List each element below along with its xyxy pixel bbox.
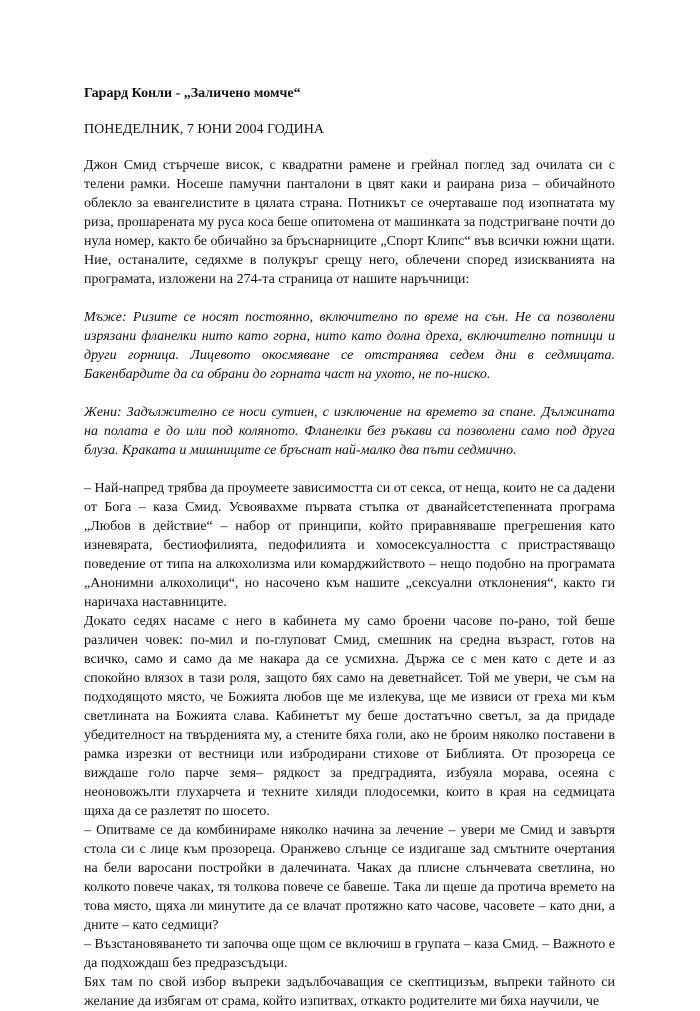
document-body [84, 156, 615, 1011]
paragraph: – Възстановяването ти започва още щом се включиш в групата – каза Смид. – Важното е да подхождаш без предразсъдъци. [84, 937, 615, 971]
paragraph: Джон Смид стърчеше висок, с квадратни рамене и грейнал поглед зад очилата си с телени рамки. Носеше памучни панталони в цвят каки и раирана риза – обичайното облекло за евангелистите в цялата страна. Потникът се очертаваше под изопнатата му риза, прошарената му руса коса беше опитомена от машинката за подстригване почти до нула номер, както бе обичайно за бръснарниците „Спорт Клипс“ във всички южни щати. Ние, останалите, седяхме в полукръг срещу него, облечени според изискванията на програмата, изложени на 274-та страница от нашите наръчници: [84, 158, 615, 287]
document-title: Гарард Конли - „Заличено момче“ [84, 86, 301, 101]
paragraph: Бях там по свой избор въпреки задълбочаващия се скептицизъм, въпреки тайното си желание да избягам от срама, който изпитвах, откакто родителите ми бяха научили, че [84, 975, 615, 1009]
paragraph: – Опитваме се да комбинираме няколко начина за лечение – увери ме Смид и завъртя стола си с лице към прозореца. Оранжево слънце се издигаше зад смътните очертания на бели варосани постройки в далечината. Чаках да плисне слънчевата светлина, но колкото повече чаках, тя толкова повече се бавеше. Така ли щеше да протича времето на това място, щяха ли минутите да се влачат протяжно като часове, часовете – като дни, а дните – като седмици? [84, 823, 615, 933]
women-rules-paragraph: Жени: Задължително се носи сутиен, с изключение на времето за спане. Дължината на полата е до или под коляното. Фланелки без ръкави са позволени само под друга блуза. Краката и мишниците се бръснат най-малко два пъти седмично. [84, 405, 615, 458]
paragraph: Докато седях насаме с него в кабинета му само броени часове по-рано, той беше различен човек: по-мил и по-глуповат Смид, смешник на средна възраст, готов на всичко, само и само да ме накара да се усмихна. Държа се с мен като с дете и аз спокойно влязох в тази роля, защото бях само на деветнайсет. Той ме увери, че съм на подходящото място, че Божията любов ще ме излекува, ще ме извиси от греха ми към светлината на Божията слава. Кабинетът му беше достатъчно светъл, за да придаде убедителност на твърденията му, а стените бяха голи, ако не броим няколко поставени в рамка изрезки от вестници или избродирани стихове от Библията. От прозореца се виждаше голо парче земя– рядкост за предградията, избуяла морава, осеяна с неоновожълти глухарчета и техните хиляди плодосемки, които в края на седмицата щяха да се разлетят по шосето. [84, 614, 615, 819]
date-heading: ПОНЕДЕЛНИК, 7 ЮНИ 2004 ГОДИНА [84, 122, 325, 137]
paragraph: – Най-напред трябва да проумеете зависимостта си от секса, от неща, които не са дадени от Бога – каза Смид. Усвоявахме първата стъпка от дванайсетстепенната програма „Любов в действие“ – набор от принципи, който приравняваше прегрешения като изневярата, бестиофилията, педофилията и хомосексуалността с пристрастяващо поведение от типа на алкохолизма или комарджийството – нещо подобно на програмата „Анонимни алкохолици“, но насочено към нашите „сексуални отклонения“, както ги наричаха наставниците. [84, 481, 615, 610]
men-rules-paragraph: Мъже: Ризите се носят постоянно, включително по време на сън. Не са позволени изрязани фланелки нито като горна, нито като долна дреха, включително потници и други горница. Лицевото окосмяване се отстранява седем дни в седмицата. Бакенбардите да са обрани до горната част на ухото, не по-ниско. [84, 310, 615, 382]
